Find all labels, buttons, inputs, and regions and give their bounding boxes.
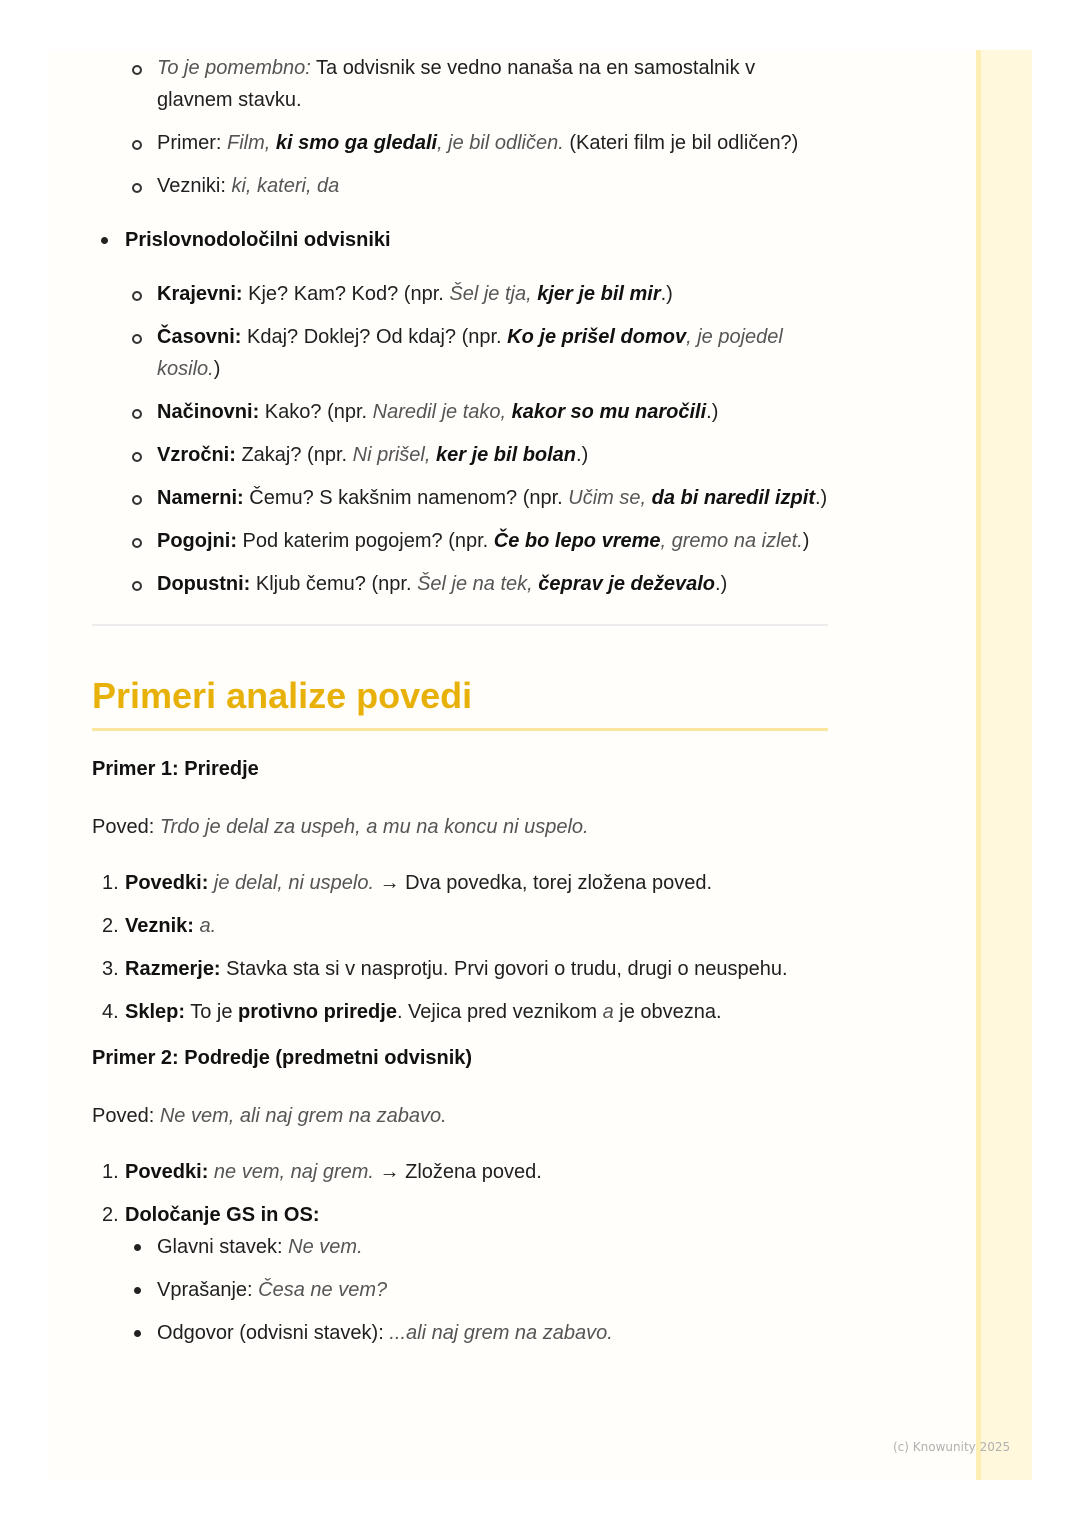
list-item: To je pomembno: Ta odvisnik se vedno nanaša na en samostalnik v glavnem stavku. bbox=[157, 52, 832, 116]
relative-clause-list bbox=[92, 52, 832, 202]
list-item: Vzročni: Zakaj? (npr. Ni prišel, ker je bil bolan.) bbox=[157, 439, 832, 471]
list-item: Časovni: Kdaj? Doklej? Od kdaj? (npr. Ko je prišel domov, je pojedel kosilo.) bbox=[157, 321, 832, 385]
example-1-steps bbox=[92, 867, 832, 1028]
list-item: Odgovor (odvisni stavek): ...ali naj grem na zabavo. bbox=[157, 1317, 832, 1349]
list-item: Glavni stavek: Ne vem. bbox=[157, 1231, 832, 1263]
side-strip bbox=[976, 50, 1032, 1480]
list-item: 3. Razmerje: Stavka sta si v nasprotju. Prvi govori o trudu, drugi o neuspehu. bbox=[102, 958, 788, 980]
divider bbox=[92, 624, 828, 626]
list-item: Krajevni: Kje? Kam? Kod? (npr. Šel je tja, kjer je bil mir.) bbox=[157, 278, 832, 310]
list-item: Pogojni: Pod katerim pogojem? (npr. Če bo lepo vreme, gremo na izlet.) bbox=[157, 525, 832, 557]
example-2-sublist bbox=[92, 1231, 832, 1349]
list-item: 1. Povedki: je delal, ni uspelo. → Dva povedka, torej zložena poved. bbox=[102, 872, 712, 894]
document-content bbox=[92, 52, 832, 1360]
example-2-sentence: Poved: Ne vem, ali naj grem na zabavo. bbox=[92, 1105, 447, 1127]
list-item: Vezniki: ki, kateri, da bbox=[157, 170, 832, 202]
list-item: 4. Sklep: To je protivno priredje. Vejica pred veznikom a je obvezna. bbox=[102, 1001, 722, 1023]
adverbial-list bbox=[92, 278, 832, 600]
list-item: 2. Veznik: a. bbox=[102, 915, 217, 937]
list-item: 2. Določanje GS in OS: bbox=[102, 1204, 320, 1226]
example-2-steps bbox=[92, 1156, 832, 1231]
section-bullet: Prislovnodoločilni odvisniki bbox=[92, 224, 832, 256]
list-item: Primer: Film, ki smo ga gledali, je bil odličen. (Kateri film je bil odličen?) bbox=[157, 127, 832, 159]
copyright-footer: (c) Knowunity 2025 bbox=[893, 1440, 1011, 1454]
example-1-title: Primer 1: Priredje bbox=[92, 758, 259, 780]
example-1-sentence: Poved: Trdo je delal za uspeh, a mu na koncu ni uspelo. bbox=[92, 816, 589, 838]
list-item: Dopustni: Kljub čemu? (npr. Šel je na tek, čeprav je deževalo.) bbox=[157, 568, 832, 600]
list-item: Načinovni: Kako? (npr. Naredil je tako, kakor so mu naročili.) bbox=[157, 396, 832, 428]
list-item: 1. Povedki: ne vem, naj grem. → Zložena poved. bbox=[102, 1161, 542, 1183]
example-2-title: Primer 2: Podredje (predmetni odvisnik) bbox=[92, 1047, 473, 1069]
list-item: Namerni: Čemu? S kakšnim namenom? (npr. Učim se, da bi naredil izpit.) bbox=[157, 482, 832, 514]
section-heading: Primeri analize povedi bbox=[92, 674, 828, 731]
list-item: Vprašanje: Česa ne vem? bbox=[157, 1274, 832, 1306]
